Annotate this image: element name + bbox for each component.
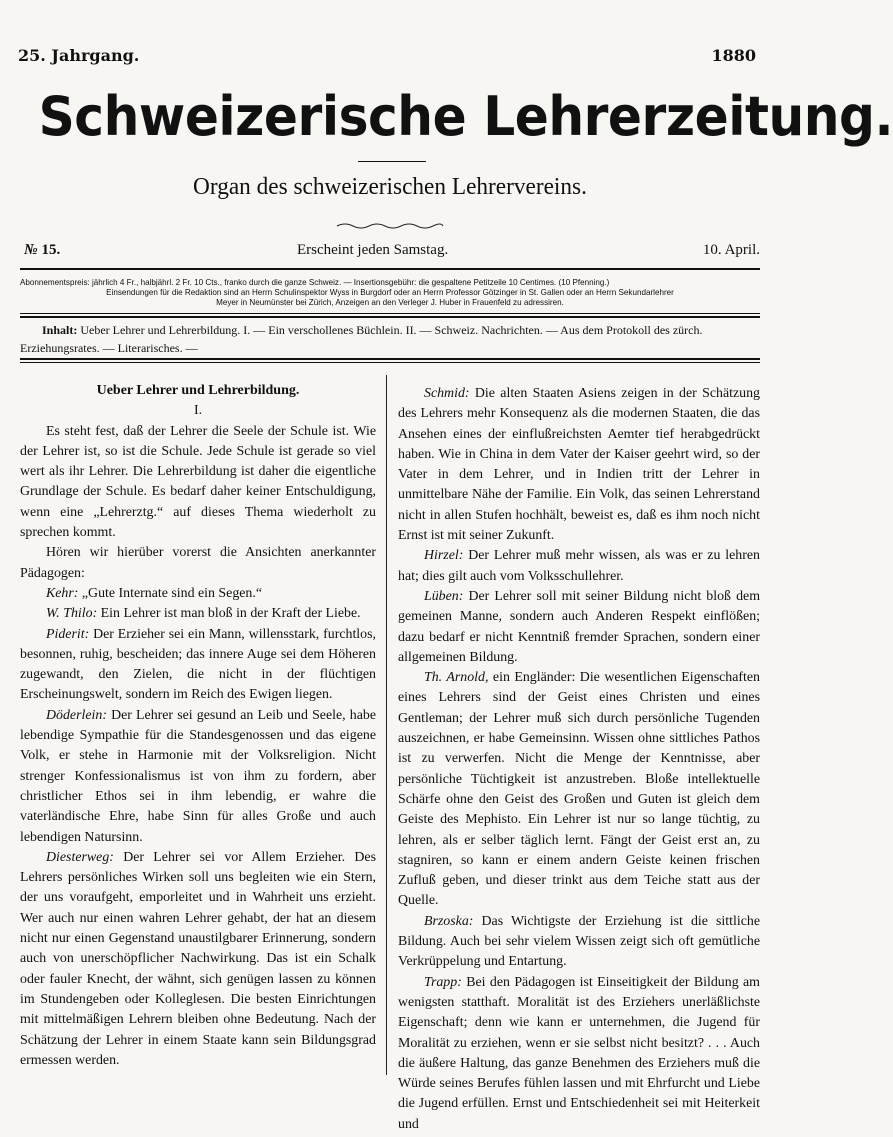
author-name: Hirzel:: [424, 548, 464, 564]
contents-bottom-rule-1: [20, 358, 760, 360]
contents-bottom-rule-2: [20, 362, 760, 363]
paragraph: [398, 384, 760, 546]
paragraph-text: Es steht fest, daß der Lehrer die Seele der Schule ist. Wie der Lehrer ist, so ist die Schule. Jede Schule ist gerade so viel wert als ihr Lehrer. Die Lehrerbildung ist daher die eigentliche Grundlage der Schule. Es bedarf daher keiner Entschuldigung, wenn eine „Lehrerztg.“ auf dieses Thema wiederholt zu sprechen kommt.: [20, 423, 376, 541]
paragraph: [398, 587, 760, 668]
subscription-line-1: Abonnementspreis: jährlich 4 Fr., halbjährl. 2 Fr. 10 Cts., franko durch die ganze Schweiz. — Insertionsgebühr: die gespaltene Petitzeile 10 Centimes. (10 Pfenning.): [20, 278, 610, 287]
paragraph-text: Der Lehrer soll mit seiner Bildung nicht bloß dem gemeinen Manne, sondern auch Anderen Respekt einflößen; dazu bedarf er nicht Kenntniß fremder Sprachen, sondern einer allgemeinen Bildung.: [398, 588, 760, 665]
paragraph-text: Ein Lehrer ist man bloß in der Kraft der Liebe.: [97, 606, 361, 622]
paragraph-text: Hören wir hierüber vorerst die Ansichten anerkannter Pädagogen:: [20, 545, 376, 581]
paragraph: [20, 422, 376, 544]
author-name: Piderit:: [46, 626, 90, 642]
contents-text: Ueber Lehrer und Lehrerbildung. I. — Ein verschollenes Büchlein. II. — Schweiz. Nachrichten. — Aus dem Protokoll des zürch. Erziehungsrates. — Literarisches. —: [20, 323, 703, 355]
paragraph: [20, 625, 376, 706]
article-title: Ueber Lehrer und Lehrerbildung.: [96, 383, 300, 398]
author-name: Kehr:: [46, 585, 79, 601]
volume-label: 25. Jahrgang.: [18, 46, 140, 65]
column-divider: [386, 375, 387, 1075]
paragraph-text: „Gute Internate sind ein Segen.“: [78, 585, 263, 601]
paragraph: [398, 912, 760, 973]
newspaper-title: Schweizerische Lehrerzeitung.: [38, 85, 893, 148]
header-rule: [20, 268, 760, 270]
paragraph: [20, 848, 376, 1071]
paragraph: [398, 973, 760, 1135]
author-name: Schmid:: [424, 386, 470, 401]
contents-label: Inhalt:: [42, 323, 78, 337]
author-name: Trapp:: [424, 974, 462, 990]
author-name: Diesterweg:: [46, 849, 114, 865]
right-column: [398, 384, 760, 1135]
paragraph: [398, 546, 760, 587]
table-of-contents: [20, 321, 760, 357]
top-line: [18, 46, 756, 66]
paragraph-text: Der Lehrer sei gesund an Leib und Seele, habe lebendige Sympathie für die Standesgenossen und das eigene Volk, er stehe in Harmonie mit der Volksreligion. Nicht strenger Konfessionalismus ist von ihm zu fordern, aber christlicher Ethos sei in ihm lebendig, er wahre die vaterländische Ehre, habe Sinn für alles Große und auch lebendigen Natursinn.: [20, 707, 376, 845]
author-name: Lüben:: [424, 588, 464, 604]
subscription-info: [20, 278, 760, 308]
author-name: W. Thilo:: [46, 606, 98, 622]
contents-top-rule-2: [20, 316, 760, 318]
subscription-line-2: Einsendungen für die Redaktion sind an Herrn Schulinspektor Wyss in Burgdorf oder an Herrn Professor Götzinger in St. Gallen oder an Herrn Sekundarlehrer: [106, 288, 674, 297]
paragraph: [20, 604, 376, 624]
paragraph: [20, 543, 376, 584]
issue-number: [24, 242, 60, 259]
author-name: Brzoska:: [424, 913, 474, 929]
paragraph-text: Bei den Pädagogen ist Einseitigkeit der Bildung am wenigsten statthaft. Moralität ist des Erziehers unerläßlichste Eigenschaft; denn wie kann er unternehmen, die Jugend für Moralität zu erziehen, wenn er sie selbst nicht besitzt? . . . Auch die äußere Haltung, das ganze Benehmen des Erziehers muß die Würde seines Berufes fühlen lassen und mit Ehrfurcht und Liebe die Jugend erfüllen. Ernst und Entschiedenheit sei mit Heiterkeit und: [398, 974, 760, 1132]
paragraph: [20, 584, 376, 604]
author-name: Döderlein:: [46, 707, 107, 723]
number-sign: №: [24, 242, 38, 258]
paragraph: [398, 668, 760, 912]
subscription-line-3: Meyer in Neumünster bei Zürich, Anzeigen an den Verleger J. Huber in Frauenfeld zu adressiren.: [216, 298, 564, 307]
year-label: 1880: [711, 46, 756, 65]
paragraph-text: Das Wichtigste der Erziehung ist die sittliche Bildung. Auch bei sehr vielem Wissen zeigt sich oft gemütliche Verkrüppelung und Entartung.: [398, 913, 760, 970]
section-number: I.: [193, 403, 203, 419]
newspaper-subtitle: Organ des schweizerischen Lehrervereins.: [193, 174, 587, 200]
publication-frequency: Erscheint jeden Samstag.: [297, 242, 449, 258]
paragraph-text: Die alten Staaten Asiens zeigen in der Schätzung des Lehrers mehr Konsequenz als die modernen Staaten, die das Ansehen eines der einflußreichsten Aemter tief herabgedrückt haben. Wie in China in dem Vater der Kaiser geehrt wird, so der Vater in dem Lehrer, und in Indien tritt der Lehrer in unmittelbare Nähe der Familie. Ein Volk, das seinen Lehrerstand nicht in allen Stufen hochhält, beweist es, daß es ihm noch nicht Ernst ist mit seiner Zukunft.: [398, 386, 760, 544]
paragraph-text: ein Engländer: Die wesentlichen Eigenschaften eines Lehrers sind der Geist eines Christen und eines Gentleman; der Lehrer muß sich durch persönliche Tugenden auszeichnen, er habe Gemeinsinn. Wissen ohne sittliches Pathos ist zu verwerfen. Nicht die Menge der Kenntnisse, aber persönliche Tüchtigkeit ist anzustreben. Bloße intellektuelle Schärfe ohne den Geist des Großen und Guten ist gleich dem Geiste des Mephisto. Ein Lehrer ist nur so lange tüchtig, zu lehren, als er selber täglich lernt. Fängt der Geist erst an, zu stagniren, so kann er einem andern Geiste keinen frischen Zufluß geben, und dieser trinkt aus dem Teiche statt aus der Quelle.: [398, 670, 760, 909]
title-underline: [358, 161, 426, 162]
contents-top-rule-1: [20, 313, 760, 314]
author-name: Th. Arnold,: [424, 670, 489, 686]
paragraph-text: Der Erzieher sei ein Mann, willensstark, furchtlos, besonnen, ruhig, bescheiden; das innere Auge sei dem Höheren zugewandt, den Zielen, die nicht in der flüchtigen Erscheinungswelt, sondern im Reich des Ewigen liegen.: [20, 626, 376, 703]
paragraph-text: Der Lehrer muß mehr wissen, als was er zu lehren hat; dies gilt auch vom Volksschullehrer.: [398, 548, 760, 584]
paragraph: [20, 706, 376, 848]
issue-line: [24, 242, 760, 264]
left-column: [20, 381, 376, 1071]
issue-date: 10. April.: [702, 242, 760, 258]
ornament-flourish: [335, 221, 445, 231]
issue-number-value: 15.: [41, 242, 61, 258]
paragraph-text: Der Lehrer sei vor Allem Erzieher. Des Lehrers persönliches Wirken soll uns begleiten wie ein Stern, der uns voraufgeht, emporleitet und in Wahrheit uns erzieht. Wer auch nur einen wahren Lehrer gehabt, der hat an diesem nicht nur einen Gegenstand unaustilgbarer Erinnerung, sondern auch von unerschöpflicher Nachwirkung. Das ist ein Schalk oder fauler Knecht, der wähnt, sich genügen lassen zu können im Stundengeben oder Kolleglesen. Die besten Einrichtungen mit mittelmäßigen Lehrern bleiben ohne Bedeutung. Nach der Schätzung der Lehrer in einem Staate kann sein Bildungsgrad ermessen werden.: [20, 849, 376, 1068]
